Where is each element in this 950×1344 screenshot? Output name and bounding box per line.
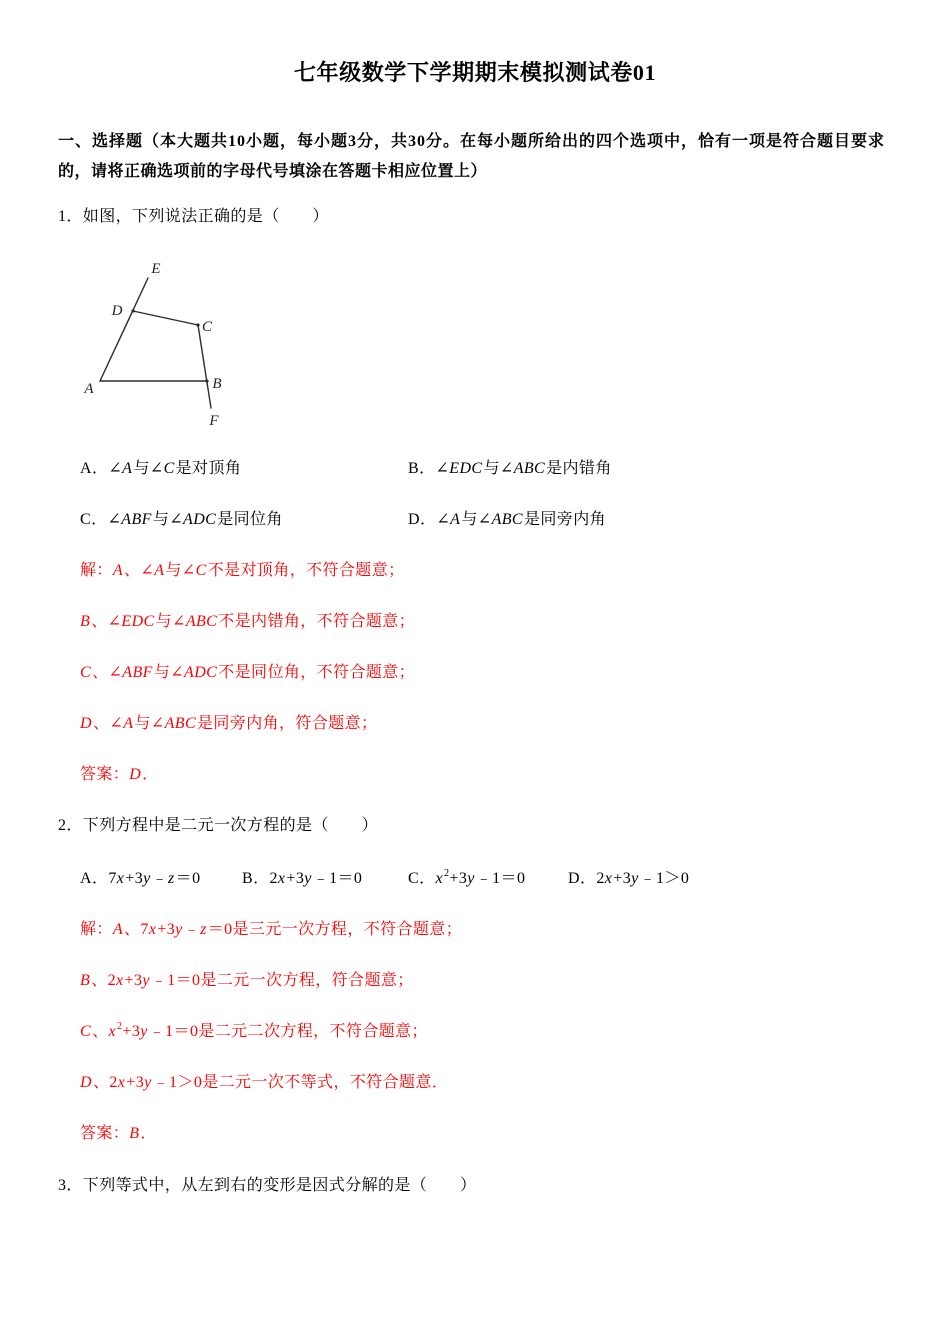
question-1-solution-line — [80, 661, 415, 685]
text-run: 、∠ — [92, 664, 123, 681]
text-run: +3 — [125, 870, 144, 887]
math-variable: EDC — [121, 613, 155, 630]
math-variable: x — [108, 1023, 116, 1040]
text-run: C．∠ — [80, 511, 122, 528]
text-run: 不是同位角，不符合题意； — [218, 664, 416, 681]
segment-dc — [133, 311, 198, 325]
math-variable: B — [80, 972, 91, 989]
math-variable: ADC — [184, 664, 218, 681]
math-variable: C — [80, 664, 92, 681]
text-run: 与∠ — [155, 613, 186, 630]
text-run: ． — [140, 1125, 157, 1142]
text-run: 、∠ — [92, 715, 124, 732]
text-run: B．2 — [242, 870, 278, 887]
math-variable: C — [163, 460, 175, 477]
point-d — [131, 309, 134, 312]
text-run: A．∠ — [80, 460, 123, 477]
text-run: ﹣1＝0 — [312, 870, 363, 887]
text-run: +3 — [126, 1074, 145, 1091]
math-variable: y — [142, 972, 150, 989]
math-variable: y — [175, 921, 183, 938]
text-run: 、∠ — [91, 613, 122, 630]
line-cf — [198, 325, 211, 408]
math-variable: x — [148, 921, 157, 938]
text-run: 解： — [80, 562, 113, 579]
math-variable: C — [195, 562, 207, 579]
text-run: 与∠ — [483, 460, 514, 477]
text-run: +3 — [124, 972, 143, 989]
text-run: ﹣1＞0 — [639, 870, 690, 887]
math-variable: z — [168, 870, 175, 887]
math-variable: x — [435, 870, 443, 887]
text-run: 、7 — [124, 921, 149, 938]
question-1-option-a — [80, 457, 241, 481]
text-run: 与∠ — [461, 511, 492, 528]
math-variable: C — [80, 1023, 92, 1040]
page-title: 七年级数学下学期期末模拟测试卷01 — [293, 60, 657, 85]
math-variable: y — [304, 870, 312, 887]
math-variable: x — [117, 1074, 126, 1091]
text-run: 与∠ — [133, 460, 164, 477]
text-run: ． — [142, 766, 159, 783]
text-run: C． — [408, 870, 436, 887]
math-variable: y — [631, 870, 639, 887]
math-variable: y — [143, 870, 151, 887]
superscript: 2 — [117, 1021, 123, 1032]
math-variable: ABC — [513, 460, 546, 477]
text-run: 是同旁内角，符合题意； — [197, 715, 378, 732]
math-variable: D — [129, 766, 142, 783]
math-variable: y — [144, 1074, 152, 1091]
question-3-stem: 3．下列等式中，从左到右的变形是因式分解的是（ ） — [58, 1177, 477, 1194]
text-run: A．7 — [80, 870, 117, 887]
math-variable: A — [122, 460, 133, 477]
math-variable: B — [80, 613, 91, 630]
text-run: 解： — [80, 921, 113, 938]
text-run: D．∠ — [408, 511, 451, 528]
text-run: ﹣ — [151, 870, 169, 887]
math-variable: D — [80, 715, 92, 732]
math-variable: B — [129, 1125, 140, 1142]
text-run: ﹣1＝0是二元一次方程，符合题意； — [150, 972, 414, 989]
question-1-solution-line — [80, 559, 405, 583]
text-run: 不是对顶角，不符合题意； — [207, 562, 405, 579]
question-2-solution-line — [80, 1020, 428, 1044]
question-2-option-b — [242, 867, 362, 891]
text-run: 与∠ — [134, 715, 165, 732]
math-variable: ABF — [121, 511, 152, 528]
text-run: 与∠ — [165, 562, 196, 579]
question-1-solution-line — [80, 712, 377, 736]
text-run: +3 — [449, 870, 468, 887]
math-variable: x — [604, 870, 613, 887]
section-heading-line-2: 的，请将正确选项前的字母代号填涂在答题卡相应位置上） — [58, 163, 488, 180]
question-2-answer — [80, 1122, 157, 1146]
text-run: +3 — [613, 870, 632, 887]
section-heading-line-1: 一、选择题（本大题共10小题，每小题3分，共30分。在每小题所给出的四个选项中，恰有一项是符合题目要求 — [58, 133, 886, 150]
math-variable: ABF — [122, 664, 153, 681]
math-variable: x — [277, 870, 286, 887]
text-run: 、∠ — [124, 562, 155, 579]
math-variable: A — [123, 715, 134, 732]
question-2-option-c — [408, 867, 525, 891]
question-1-option-b — [408, 457, 612, 481]
text-run: 与∠ — [152, 511, 184, 528]
text-run: ﹣1＝0是二元二次方程，不符合题意； — [148, 1023, 428, 1040]
text-run: 、2 — [91, 972, 116, 989]
question-1-stem: 1．如图，下列说法正确的是（ ） — [58, 208, 329, 225]
math-variable: ABC — [164, 715, 197, 732]
point-b — [205, 379, 208, 382]
question-2-stem: 2．下列方程中是二元一次方程的是（ ） — [58, 817, 379, 834]
line-ae — [100, 278, 148, 381]
label-e: E — [151, 261, 161, 277]
text-run: 、2 — [92, 1074, 118, 1091]
text-run: B．∠ — [408, 460, 450, 477]
text-run: +3 — [157, 921, 176, 938]
math-variable: x — [116, 972, 124, 989]
text-run: D．2 — [568, 870, 605, 887]
text-run: ＝0 — [175, 870, 201, 887]
text-run: 与∠ — [153, 664, 185, 681]
superscript: 2 — [444, 868, 450, 879]
label-c: C — [201, 319, 213, 335]
label-f: F — [209, 413, 219, 429]
question-2-solution-line — [80, 1071, 448, 1095]
text-run: +3 — [286, 870, 305, 887]
text-run: 是对顶角 — [175, 460, 242, 477]
text-run: ＝0是三元一次方程，不符合题意； — [207, 921, 463, 938]
math-variable: D — [80, 1074, 92, 1091]
point-c — [196, 323, 199, 326]
text-run: 不是内错角，不符合题意； — [218, 613, 416, 630]
question-2-option-a — [80, 867, 200, 891]
text-run: ﹣1＝0 — [475, 870, 526, 887]
geometry-figure — [70, 250, 240, 430]
question-2-solution-line — [80, 969, 414, 993]
text-run: 是同旁内角 — [524, 511, 607, 528]
text-run: +3 — [122, 1023, 141, 1040]
text-run: 是同位角 — [217, 511, 283, 528]
question-1-answer — [80, 763, 159, 787]
text-run: ﹣ — [183, 921, 201, 938]
question-2-solution-line — [80, 918, 462, 942]
math-variable: ABC — [185, 613, 218, 630]
question-1-solution-line — [80, 610, 415, 634]
question-1-option-c — [80, 508, 283, 532]
math-variable: A — [450, 511, 461, 528]
math-variable: ADC — [183, 511, 217, 528]
text-run: 是内错角 — [546, 460, 612, 477]
text-run: 、 — [92, 1023, 109, 1040]
label-a: A — [84, 381, 94, 397]
question-2-option-d — [568, 867, 689, 891]
text-run: ﹣1＞0是二元一次不等式，不符合题意． — [152, 1074, 449, 1091]
math-variable: A — [112, 562, 123, 579]
math-variable: y — [140, 1023, 148, 1040]
math-variable: x — [116, 870, 125, 887]
math-variable: EDC — [449, 460, 483, 477]
math-variable: z — [200, 921, 207, 938]
question-1-option-d — [408, 508, 606, 532]
text-run: 答案： — [80, 1125, 130, 1142]
math-variable: A — [112, 921, 123, 938]
math-variable: A — [154, 562, 165, 579]
text-run: 答案： — [80, 766, 130, 783]
math-variable: y — [467, 870, 475, 887]
label-b: B — [212, 376, 222, 392]
math-variable: ABC — [491, 511, 523, 528]
label-d: D — [111, 303, 123, 319]
